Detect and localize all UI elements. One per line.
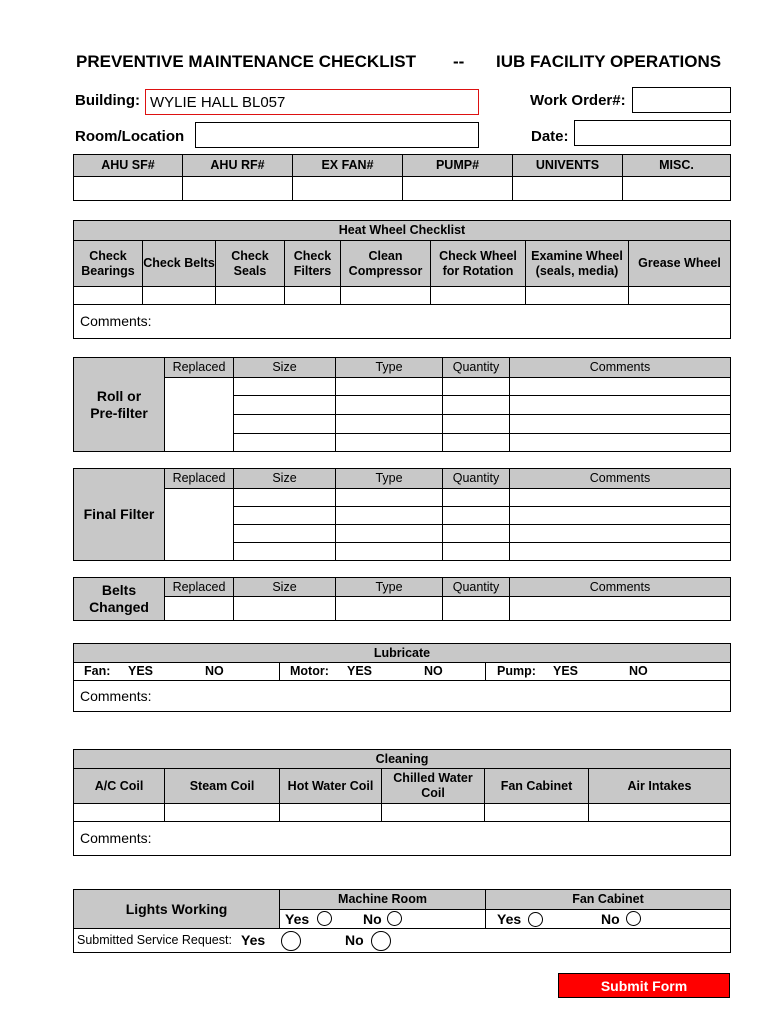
ac-coil-input[interactable] <box>73 803 165 822</box>
final-size-input[interactable] <box>233 506 336 525</box>
fan-cabinet-yes-radio[interactable] <box>528 912 543 927</box>
col-check-belts: Check Belts <box>142 240 216 287</box>
fan-cabinet-yes-label: Yes <box>497 910 522 927</box>
col-hot-water-coil: Hot Water Coil <box>279 768 382 804</box>
grease-wheel-input[interactable] <box>628 286 731 305</box>
service-request-row <box>73 928 731 953</box>
belts-size-input[interactable] <box>233 596 336 621</box>
col-univents: UNIVENTS <box>512 154 623 177</box>
fan-cabinet-input[interactable] <box>484 803 589 822</box>
col-grease-wheel: Grease Wheel <box>628 240 731 287</box>
examine-wheel-input[interactable] <box>525 286 629 305</box>
belts-col-quantity: Quantity <box>442 577 510 597</box>
cleaning-comments[interactable] <box>73 821 731 856</box>
col-check-wheel-rotation: Check Wheel for Rotation <box>430 240 526 287</box>
col-clean-compressor: Clean Compressor <box>340 240 431 287</box>
lubricate-title: Lubricate <box>73 643 731 663</box>
check-rotation-input[interactable] <box>430 286 526 305</box>
lights-working-label: Lights Working <box>73 889 280 929</box>
final-comments-input[interactable] <box>509 524 731 543</box>
roll-col-type: Type <box>335 357 443 378</box>
roll-col-replaced: Replaced <box>164 357 234 378</box>
final-size-input[interactable] <box>233 542 336 561</box>
machine-room-no-radio[interactable] <box>387 911 402 926</box>
roll-size-input[interactable] <box>233 395 336 415</box>
roll-quantity-input[interactable] <box>442 377 510 396</box>
final-quantity-input[interactable] <box>442 524 510 543</box>
belts-quantity-input[interactable] <box>442 596 510 621</box>
lube-motor-yes[interactable]: YES <box>347 664 373 678</box>
lubricate-comments-label: Comments: <box>80 687 152 704</box>
steam-coil-input[interactable] <box>164 803 280 822</box>
cleaning-title: Cleaning <box>73 749 731 769</box>
lube-motor-no[interactable]: NO <box>424 664 443 678</box>
belts-comments-input[interactable] <box>509 596 731 621</box>
roll-quantity-input[interactable] <box>442 433 510 452</box>
room-location-input[interactable] <box>195 122 479 148</box>
final-type-input[interactable] <box>335 524 443 543</box>
roll-prefilter-label: Roll or Pre-filter <box>73 357 165 452</box>
form-title: PREVENTIVE MAINTENANCE CHECKLIST <box>76 52 417 71</box>
service-yes-radio[interactable] <box>281 931 301 951</box>
lube-pump-no[interactable]: NO <box>629 664 648 678</box>
machine-room-yes-label: Yes <box>285 910 310 927</box>
roll-size-input[interactable] <box>233 377 336 396</box>
hot-water-coil-input[interactable] <box>279 803 382 822</box>
fan-cabinet-no-radio[interactable] <box>626 911 641 926</box>
belts-type-input[interactable] <box>335 596 443 621</box>
final-col-size: Size <box>233 468 336 489</box>
pump-input[interactable] <box>402 176 513 201</box>
final-replaced-input[interactable] <box>164 488 234 561</box>
final-comments-input[interactable] <box>509 542 731 561</box>
belts-col-replaced: Replaced <box>164 577 234 597</box>
final-quantity-input[interactable] <box>442 506 510 525</box>
roll-col-comments: Comments <box>509 357 731 378</box>
machine-room-no-label: No <box>363 910 382 927</box>
lube-motor-label: Motor: <box>290 664 329 678</box>
fan-cabinet-options <box>485 909 731 929</box>
roll-comments-input[interactable] <box>509 433 731 452</box>
heat-wheel-comments[interactable] <box>73 304 731 339</box>
final-type-input[interactable] <box>335 488 443 507</box>
ex-fan-input[interactable] <box>292 176 403 201</box>
final-comments-input[interactable] <box>509 488 731 507</box>
col-check-bearings: Check Bearings <box>73 240 143 287</box>
service-no-radio[interactable] <box>371 931 391 951</box>
lube-fan-group <box>73 662 280 681</box>
heat-wheel-comments-label: Comments: <box>80 313 152 329</box>
title-separator: -- <box>453 52 465 71</box>
lube-pump-group <box>485 662 731 681</box>
final-filter-label: Final Filter <box>73 468 165 561</box>
roll-replaced-input[interactable] <box>164 377 234 452</box>
final-col-comments: Comments <box>509 468 731 489</box>
roll-comments-input[interactable] <box>509 395 731 415</box>
final-quantity-input[interactable] <box>442 542 510 561</box>
roll-quantity-input[interactable] <box>442 414 510 434</box>
lube-pump-label: Pump: <box>497 664 536 678</box>
col-check-filters: Check Filters <box>284 240 341 287</box>
service-no-label: No <box>345 932 364 948</box>
lube-motor-group <box>279 662 486 681</box>
date-input[interactable] <box>574 120 731 146</box>
cleaning-comments-label: Comments: <box>80 830 152 846</box>
submit-form-button[interactable]: Submit Form <box>558 973 730 998</box>
machine-room-options <box>279 909 486 929</box>
col-air-intakes: Air Intakes <box>588 768 731 804</box>
chilled-water-coil-input[interactable] <box>381 803 485 822</box>
belts-col-type: Type <box>335 577 443 597</box>
lube-fan-no[interactable]: NO <box>205 664 224 678</box>
belts-changed-label: Belts Changed <box>73 577 165 621</box>
final-type-input[interactable] <box>335 506 443 525</box>
col-ac-coil: A/C Coil <box>73 768 165 804</box>
belts-col-comments: Comments <box>509 577 731 597</box>
lube-fan-yes[interactable]: YES <box>128 664 154 678</box>
building-label: Building: <box>75 92 140 109</box>
organization-title: IUB FACILITY OPERATIONS <box>496 52 722 71</box>
check-bearings-input[interactable] <box>73 286 143 305</box>
misc-input[interactable] <box>622 176 731 201</box>
machine-room-header: Machine Room <box>279 889 486 910</box>
roll-type-input[interactable] <box>335 377 443 396</box>
roll-size-input[interactable] <box>233 414 336 434</box>
col-steam-coil: Steam Coil <box>164 768 280 804</box>
fan-cabinet-header: Fan Cabinet <box>485 889 731 910</box>
roll-type-input[interactable] <box>335 395 443 415</box>
air-intakes-input[interactable] <box>588 803 731 822</box>
date-label: Date: <box>531 128 569 145</box>
final-col-quantity: Quantity <box>442 468 510 489</box>
belts-col-size: Size <box>233 577 336 597</box>
col-examine-wheel: Examine Wheel (seals, media) <box>525 240 629 287</box>
work-order-label: Work Order#: <box>530 92 626 109</box>
lube-fan-label: Fan: <box>84 664 111 678</box>
machine-room-yes-radio[interactable] <box>317 911 332 926</box>
univents-input[interactable] <box>512 176 623 201</box>
final-col-type: Type <box>335 468 443 489</box>
work-order-input[interactable] <box>632 87 731 113</box>
final-size-input[interactable] <box>233 524 336 543</box>
building-input[interactable]: WYLIE HALL BL057 <box>145 89 479 115</box>
col-check-seals: Check Seals <box>215 240 285 287</box>
roll-col-size: Size <box>233 357 336 378</box>
final-size-input[interactable] <box>233 488 336 507</box>
final-quantity-input[interactable] <box>442 488 510 507</box>
belts-replaced-input[interactable] <box>164 596 234 621</box>
roll-comments-input[interactable] <box>509 414 731 434</box>
final-comments-input[interactable] <box>509 506 731 525</box>
col-ahu-sf: AHU SF# <box>73 154 183 177</box>
check-belts-input[interactable] <box>142 286 216 305</box>
lubricate-comments[interactable] <box>73 680 731 712</box>
check-seals-input[interactable] <box>215 286 285 305</box>
col-chilled-water-coil: Chilled Water Coil <box>381 768 485 804</box>
fan-cabinet-no-label: No <box>601 910 620 927</box>
col-pump: PUMP# <box>402 154 513 177</box>
room-location-label: Room/Location <box>75 128 185 145</box>
service-request-label: Submitted Service Request: <box>77 933 232 947</box>
heat-wheel-title: Heat Wheel Checklist <box>73 220 731 241</box>
roll-comments-input[interactable] <box>509 377 731 396</box>
col-misc: MISC. <box>622 154 731 177</box>
roll-quantity-input[interactable] <box>442 395 510 415</box>
roll-type-input[interactable] <box>335 414 443 434</box>
check-filters-input[interactable] <box>284 286 341 305</box>
service-yes-label: Yes <box>241 932 266 948</box>
col-ahu-rf: AHU RF# <box>182 154 293 177</box>
lube-pump-yes[interactable]: YES <box>553 664 579 678</box>
roll-type-input[interactable] <box>335 433 443 452</box>
col-ex-fan: EX FAN# <box>292 154 403 177</box>
final-type-input[interactable] <box>335 542 443 561</box>
final-col-replaced: Replaced <box>164 468 234 489</box>
col-fan-cabinet: Fan Cabinet <box>484 768 589 804</box>
clean-compressor-input[interactable] <box>340 286 431 305</box>
ahu-sf-input[interactable] <box>73 176 183 201</box>
roll-size-input[interactable] <box>233 433 336 452</box>
roll-col-quantity: Quantity <box>442 357 510 378</box>
ahu-rf-input[interactable] <box>182 176 293 201</box>
